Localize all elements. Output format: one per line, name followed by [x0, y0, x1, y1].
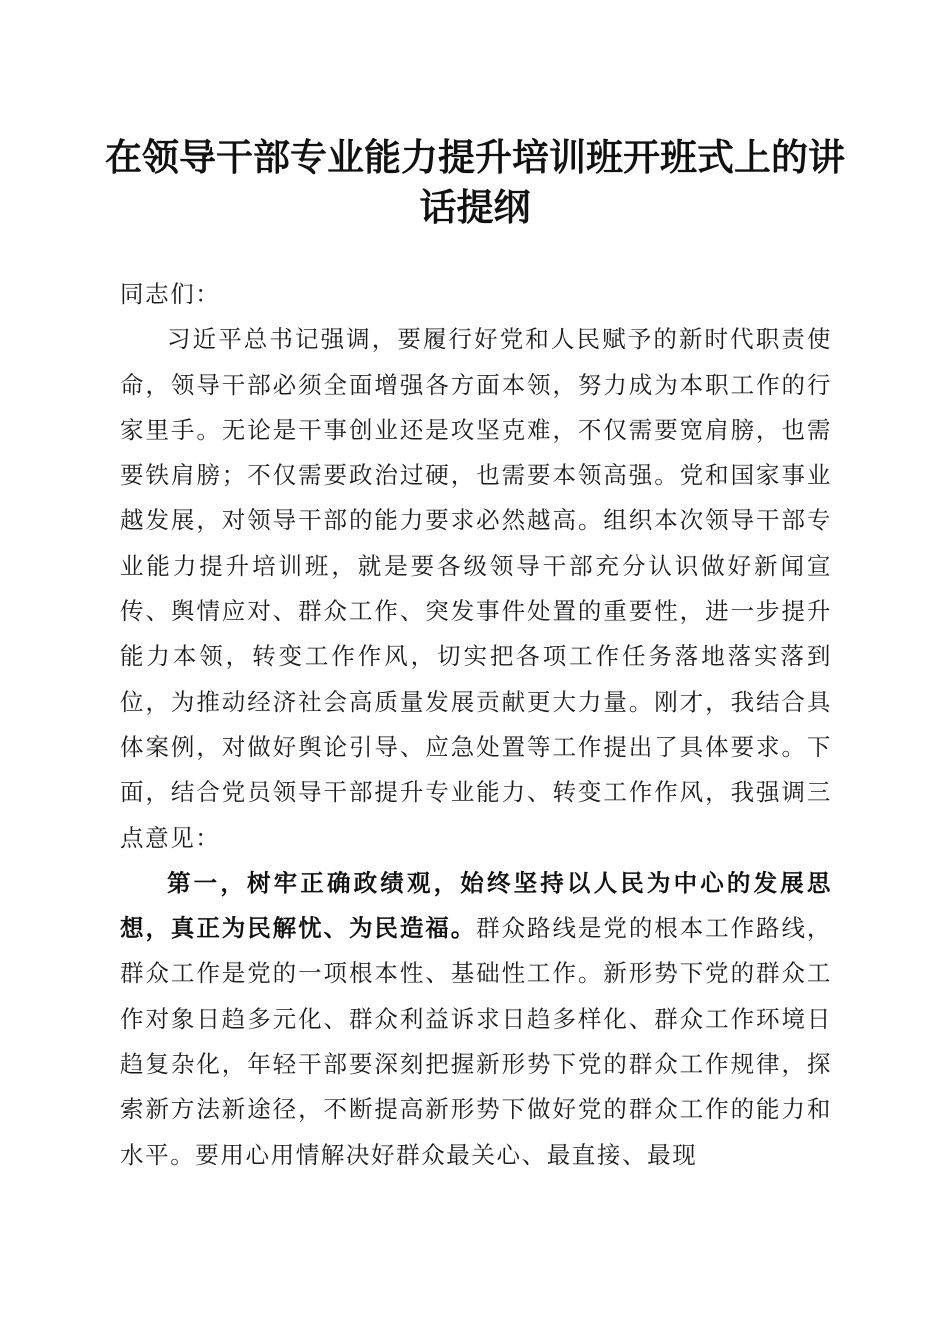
document-title: 在领导干部专业能力提升培训班开班式上的讲话提纲 — [105, 135, 845, 229]
document-body — [120, 272, 832, 1178]
paragraph-intro — [120, 317, 832, 861]
paragraph-point-one — [120, 861, 832, 1178]
salutation: 同志们： — [120, 280, 221, 308]
paragraph-heading: 第一，树牢正确政绩观，始终坚持以人民为中心的发展思想，真正为民解忧、为民造福。 — [120, 868, 832, 943]
paragraph-text: 习近平总书记强调，要履行好党和人民赋予的新时代职责使命，领导干部必须全面增强各方面本领，努力成为本职工作的行家里手。无论是干事创业还是攻坚克难，不仅需要宽肩膀，也需要铁肩膀；不仅需要政治过硬，也需要本领高强。党和国家事业越发展，对领导干部的能力要求必然越高。组织本次领导干部专业能力提升培训班，就是要各级领导干部充分认识做好新闻宣传、舆情应对、群众工作、突发事件处置的重要性，进一步提升能力本领，转变工作作风，切实把各项工作任务落地落实落到位，为推动经济社会高质量发展贡献更大力量。刚才，我结合具体案例，对做好舆论引导、应急处置等工作提出了具体要求。下面，结合党员领导干部提升专业能力、转变工作作风，我强调三点意见： — [120, 325, 832, 852]
paragraph-text: 群众路线是党的根本工作路线，群众工作是党的一项根本性、基础性工作。新形势下党的群众工作对象日趋多元化、群众利益诉求日趋多样化、群众工作环境日趋复杂化，年轻干部要深刻把握新形势下党的群众工作规律，探索新方法新途径，不断提高新形势下做好党的群众工作的能力和水平。要用心用情解决好群众最关心、最直接、最现 — [120, 914, 832, 1169]
